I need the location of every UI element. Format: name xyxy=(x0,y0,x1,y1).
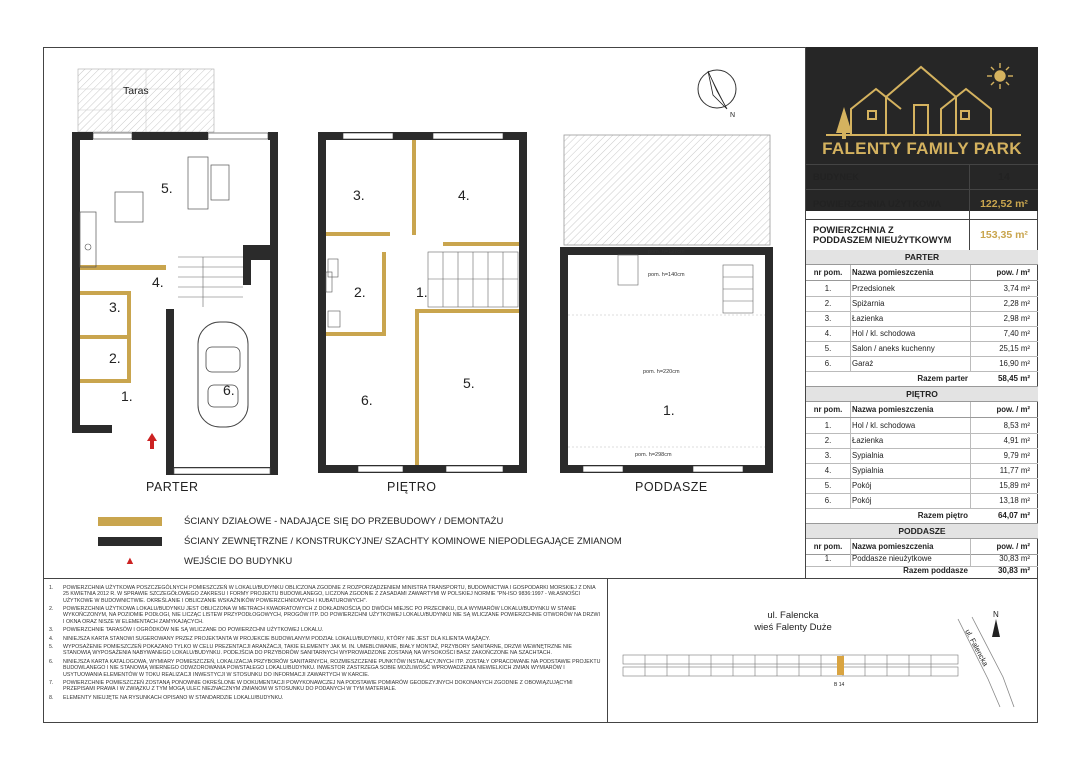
building-tag: B 14 xyxy=(834,682,845,688)
legend-text: ŚCIANY DZIAŁOWE - NADAJĄCE SIĘ DO PRZEBUDOWY / DEMONTAŻU xyxy=(184,516,504,527)
pietro-room-1: 1. xyxy=(416,284,428,300)
legend-text: ŚCIANY ZEWNĘTRZNE / KONSTRUKCYJNE/ SZACHTY KOMINOWE NIEPODLEGAJĄCE ZMIANOM xyxy=(184,536,622,547)
car-icon xyxy=(198,322,248,427)
road-falencka xyxy=(958,617,1014,707)
parter-room-3: 3. xyxy=(109,299,121,315)
poddasze-room-1: 1. xyxy=(663,402,675,418)
site-compass-icon xyxy=(992,610,1000,637)
note-item: 7. POWIERZCHNIE POMIESZCZEŃ ZOSTANĄ PONOWNIE OKREŚLONE W DOKUMENTACJI POWYKONAWCZEJ NA PODSTAWIE POMIARÓW GEODEZYJNYCH DOKONANYCH ZGODNIE Z OBOWIĄZUJĄCYMI PRZEPISAMI PRAWA I W ZWIĄZKU Z TYM MOGĄ ULEC NIEZNACZNYM ZMIANOM W STOSUNKU DO PODANYCH W TYM MATERIALE. xyxy=(49,679,573,693)
info-label: POWIERZCHNIA UŻYTKOWA xyxy=(806,189,970,219)
sun-icon xyxy=(987,63,1013,89)
pietro-room-3: 3. xyxy=(353,187,365,203)
height-label-298: pom. h=298cm xyxy=(635,452,672,458)
plan-title-pietro: PIĘTRO xyxy=(387,480,437,494)
height-label-220: pom. h=220cm xyxy=(643,369,680,375)
notes-section xyxy=(43,578,608,723)
legend-text: WEJŚCIE DO BUDYNKU xyxy=(184,556,293,567)
plan-title-poddasze: PODDASZE xyxy=(635,480,708,494)
terrace-label: Taras xyxy=(123,85,149,97)
table-row: 3. Łazienka 2,98 m² xyxy=(806,311,1038,327)
section-header-parter: PARTER xyxy=(806,250,1038,265)
pietro-room-5: 5. xyxy=(463,375,475,391)
section-header-pietro: PIĘTRO xyxy=(806,387,1038,402)
info-label: BUDYNEK xyxy=(806,165,970,189)
table-row: 5. Pokój 15,89 m² xyxy=(806,478,1038,494)
note-item: 8. ELEMENTY NIEUJĘTE NA RYSUNKACH OPISANO W STANDARDZIE LOKALU/BUDYNKU. xyxy=(49,694,284,701)
pietro-room-2: 2. xyxy=(354,284,366,300)
brand-name: FALENTY FAMILY PARK xyxy=(822,139,1022,158)
plan-parter xyxy=(72,69,278,475)
table-row: 4. Sypialnia 11,77 m² xyxy=(806,463,1038,479)
plan-pietro xyxy=(318,132,527,473)
usable-area-value: 122,52 m² xyxy=(980,198,1028,210)
table-row: 6. Garaż 16,90 m² xyxy=(806,356,1038,372)
info-row-attic-area xyxy=(806,220,1038,251)
entrance-arrow-icon: ▲ xyxy=(124,555,136,567)
table-row: 5. Salon / aneks kuchenny 25,15 m² xyxy=(806,341,1038,357)
sum-row-pietro: Razem piętro 64,07 m² xyxy=(806,508,1038,524)
parter-room-1: 1. xyxy=(121,388,133,404)
note-item: 2. POWIERZCHNIA UŻYTKOWA LOKALU/BUDYNKU JEST OBLICZONA W METRACH KWADRATOWYCH Z DOKŁADNOŚCIĄ DO DWÓCH MIEJSC PO PRZECINKU, DLA WYMIARÓW LOKALU/BUDYNKU W STANIE WYKOŃCZONYM, NA POZIOMIE PODŁOGI, NIE LICZĄC LISTEW PRZYPODŁOGOWYCH, PROGÓW ITP. DO POWIERZCHNI UŻYTKOWEJ LOKALU/BUDYNKU NIE SĄ WLICZANE POWIERZCHNIE OTWORÓW NA DRZWI I OKNA ORAZ NISZE W ELEMENTACH ZAMYKAJĄCYCH. xyxy=(49,606,600,625)
roof-area xyxy=(564,135,770,245)
parter-room-6: 6. xyxy=(223,382,235,398)
sum-row-poddasze: Razem poddasze 30,83 m² xyxy=(903,566,1030,575)
plan-poddasze xyxy=(560,135,773,473)
svg-text:N: N xyxy=(993,610,999,619)
sum-row-parter: Razem parter 58,45 m² xyxy=(806,371,1038,387)
note-item: 1. POWIERZCHNIA UŻYTKOWA POSZCZEGÓLNYCH POMIESZCZEŃ W LOKALU/BUDYNKU OBLICZONA ZGODNIE Z ROZPORZĄDZENIEM MINISTRA TRANSPORTU, BUDOWNICTWA I GOSPODARKI MORSKIEJ Z DNIA 25 KWIETNIA 2012 R. W SPRAWIE SZCZEGÓŁOWEGO ZAKRESU I FORMY PROJEKTU BUDOWLANEGO, LICZONA ZGODNIE Z ZASADAMI ZAWARTYMI W POLSKIEJ NORMIE "PN-ISO 9836:1997 - WŁASNOŚCI UŻYTKOWE W BUDOWNICTWIE. OKREŚLANIE I OBLICZANIE WSKAŹNIKÓW POWIERZCHNIOWYCH I KUBATUROWYCH". xyxy=(49,585,596,604)
site-buildings xyxy=(623,655,958,676)
attic-area-value: 153,35 m² xyxy=(980,229,1028,241)
parter-room-4: 4. xyxy=(152,274,164,290)
info-panel xyxy=(805,47,1038,578)
table-row: 2. Spiżarnia 2,28 m² xyxy=(806,296,1038,312)
legend-structural-walls xyxy=(98,536,622,547)
compass-icon xyxy=(698,70,736,119)
building-number: 14 xyxy=(998,171,1010,183)
table-row: 1. Poddasze nieużytkowe 30,83 m² xyxy=(806,551,1038,567)
entrance-arrow-icon xyxy=(147,433,157,449)
road-label: ul. Falencka xyxy=(963,627,991,668)
parter-room-2: 2. xyxy=(109,350,121,366)
table-row: 1. Przedsionek 3,74 m² xyxy=(806,281,1038,297)
table-row: 6. Pokój 13,18 m² xyxy=(806,493,1038,509)
note-item: 5. WYPOSAŻENIE POMIESZCZEŃ POKAZANO TYLKO W CELU PREZENTACJI ARANŻACJI, TAKIE ELEMENTY JAK M. IN. UMEBLOWANIE, BIAŁY MONTAŻ, PRZYBORY SANITARNE, DRZWI WEWNĘTRZNE NIE STANOWIĄ WYPOSAŻENIA NABYWANEGO LOKALU/BUDYNKU. PODEJŚCIA DO PRZYBORÓW SANITARNYCH WYPROWADZONE ZOSTANĄ NA WYSOKOŚCI BASZ ZAKOŃCZONE NA SZACHTACH. xyxy=(49,644,572,657)
info-label: POWIERZCHNIA Z PODDASZEM NIEUŻYTKOWYM xyxy=(806,220,970,250)
info-row-building xyxy=(806,164,1038,190)
section-header-poddasze: PODDASZE xyxy=(806,524,1038,539)
table-row: 2. Łazienka 4,91 m² xyxy=(806,433,1038,449)
table-row: 3. Sypialnia 9,79 m² xyxy=(806,448,1038,464)
floor-plans-drawing xyxy=(43,47,805,577)
compass-n-label: N xyxy=(730,112,736,119)
table-row: 4. Hol / kl. schodowa 7,40 m² xyxy=(806,326,1038,342)
legend-dark-swatch xyxy=(98,537,162,546)
table-header: nr pom. Nazwa pomieszczenia pow. / m² xyxy=(806,265,1038,281)
height-label-140: pom. h=140cm xyxy=(648,272,685,278)
parter-room-5: 5. xyxy=(161,180,173,196)
floor-plans xyxy=(43,47,805,577)
note-item: 4. NINIEJSZA KARTA STANOWI SUGEROWANY PRZEZ PROJEKTANTA W PROJEKCIE BUDOWLANYM PODZIAŁ LOKALU/BUDYNKU, KTÓRY NIE JEST DLA KLIENTA WIĄŻĄCY. xyxy=(49,635,490,642)
height-label-127: pom. h=127cm xyxy=(648,249,685,255)
table-row: 1. Hol / kl. schodowa 8,53 m² xyxy=(806,418,1038,434)
table-header: nr pom. Nazwa pomieszczenia pow. / m² xyxy=(806,402,1038,418)
site-map-drawing xyxy=(608,579,1038,724)
legend-gold-swatch xyxy=(98,517,162,526)
pietro-room-4: 4. xyxy=(458,187,470,203)
table-header: nr pom. Nazwa pomieszczenia pow. / m² xyxy=(806,539,1038,555)
info-row-usable-area xyxy=(806,189,1038,220)
site-map xyxy=(608,578,1038,723)
site-village-label: wieś Falenty Duże xyxy=(754,622,832,633)
note-item: 3. POWIERZCHNIE TARASÓW I OGRÓDKÓW NIE SĄ WLICZANE DO POWIERZCHNI UŻYTKOWEJ LOKALU. xyxy=(49,627,324,634)
highlighted-building xyxy=(837,656,844,675)
plan-title-parter: PARTER xyxy=(146,480,199,494)
legend-entrance xyxy=(98,556,292,567)
legend-partition-walls xyxy=(98,516,503,527)
note-item: 6. NINIEJSZA KARTA KATALOGOWA, WYMIARY POMIESZCZEŃ, LOKALIZACJA PRZYBORÓW SANITARNYCH, ROZMIESZCZENIE PUNKTÓW INSTALACYJNYCH ITP. ZOSTAŁY OPRACOWANE NA PODSTAWIE PROJEKTU BUDOWLANEGO I NIE STANOWIĄ WIERNEGO ODWZOROWANIA POWSTAŁEGO LOKALU/BUDYNKU. INWESTOR ZASTRZEGA SOBIE MOŻLIWOŚĆ WPROWADZENIA NIEWIELKICH ZMIAN WYMIARÓW I USYTUOWANIA ELEMENTÓW W TOKU REALIZACJI INWESTYCJI W STOSUNKU DO INFORMACJI ZAWARTYCH W KARCIE. xyxy=(49,658,601,678)
site-street-label: ul. Falencka xyxy=(767,610,819,621)
pietro-room-6: 6. xyxy=(361,392,373,408)
